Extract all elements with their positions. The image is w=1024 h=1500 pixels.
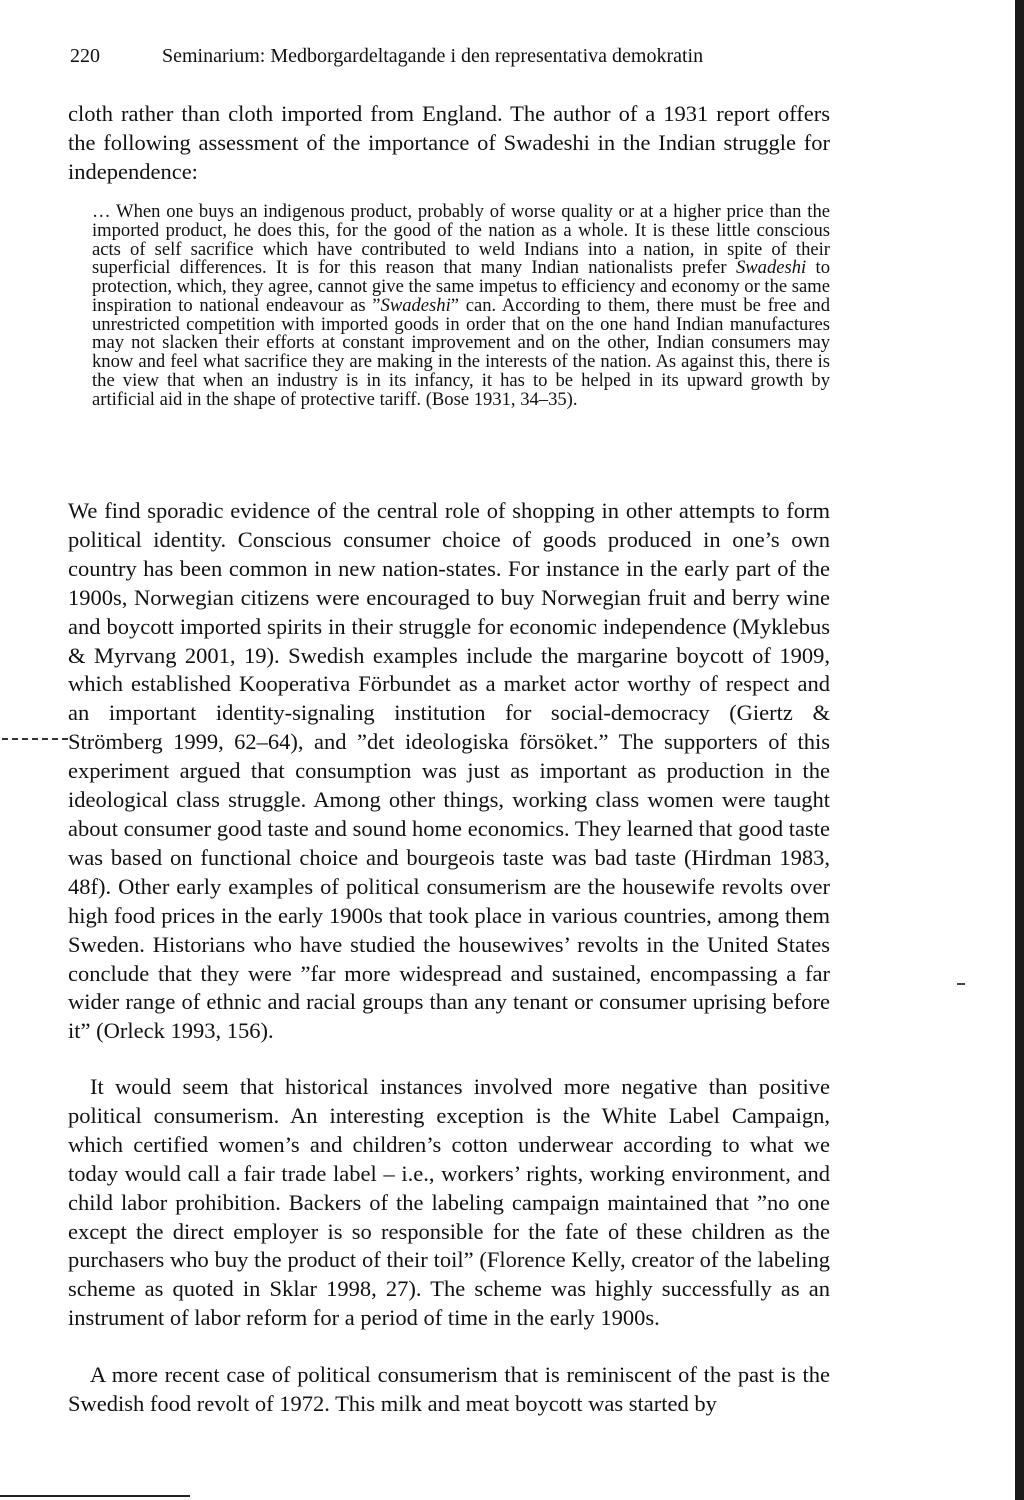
quote-term-swadeshi-2: Swadeshi [380, 294, 451, 316]
quote-text-part3: ” can. According to them, there must be free and unrestricted competition with imported goods in order that on the one hand Indian manufactures may not slacken their efforts at constant improvement and on the other, Indian consumers may know and feel what sacrifice they are making in the interests of the nation. As against this, there is the view that when an industry is in its infancy, it has to be helped in its upward growth by artificial aid in the shape of protective tariff. (Bose 1931, 34–35). [92, 294, 831, 410]
paragraph-text: We find sporadic evidence of the central role of shopping in other attempts to form political identity. Conscious consumer choice of goods produced in one’s own country has been common in new nation-states. For instance in the early part of the 1900s, Norwegian citizens were encouraged to buy Norwegian fruit and berry wine and boycott imported spirits in their struggle for economic independence (Myklebus & Myrvang 2001, 19). Swedish examples include the margarine boycott of 1909, which established Kooperativa Förbundet as a market actor worthy of respect and an important identity-signaling institution for social-democracy (Giertz & Strömberg 1999, 62–64), and ”det ideologiska försöket.” The supporters of this experiment argued that consumption was just as important as production in the ideological class struggle. Among other things, working class women were taught about consumer good taste and sound home economics. They learned that good taste was based on functional choice and bourgeois taste was bad taste (Hirdman 1983, 48f). Other early examples of political consumerism are the housewife revolts over high food prices in the early 1900s that took place in various countries, among them Sweden. Historians who have studied the housewives’ revolts in the United States conclude that they were ”far more widespread and sustained, encompassing a far wider range of ethnic and racial groups than any tenant or consumer uprising before it” (Orleck 1993, 156). [68, 498, 830, 1044]
paragraph-text: It would seem that historical instances involved more negative than positive political consumerism. An interesting exception is the White Label Campaign, which certified women’s and children’s cotton underwear according to what we today would call a fair trade label – i.e., workers’ rights, working environment, and child labor prohibition. Backers of the labeling campaign maintained that ”no one except the direct employer is so responsible for the fate of these children as the purchasers who buy the product of their toil” (Florence Kelly, creator of the labeling scheme as quoted in Sklar 1998, 27). The scheme was highly successfully as an instrument of labor reform for a period of time in the early 1900s. [68, 1074, 830, 1331]
paragraph-text: A more recent case of political consumerism that is reminiscent of the past is the Swedish food revolt of 1972. This milk and meat boycott was started by [68, 1362, 830, 1416]
margin-dash-marks [2, 726, 68, 740]
scan-edge-shadow [1015, 0, 1024, 1500]
quote-term-swadeshi: Swadeshi [735, 257, 807, 279]
running-header [70, 43, 950, 69]
paragraph-food-revolt [68, 1361, 830, 1419]
bottom-scan-rule [0, 1495, 190, 1497]
paragraph-white-label [68, 1073, 830, 1333]
page-number: 220 [70, 45, 100, 67]
block-quote [92, 203, 830, 409]
margin-tick-mark [957, 983, 965, 985]
paragraph-text: cloth rather than cloth imported from England. The author of a 1931 report offers the following assessment of the importance of Swadeshi in the Indian struggle for independence: [68, 101, 830, 184]
quote-text-part2: to protection, which, they agree, cannot give the same impetus to efficiency and economy or the same inspiration to national endeavour as ” [92, 257, 830, 316]
quote-text-part1: … When one buys an indigenous product, probably of worse quality or at a higher price than the imported product, he does this, for the good of the nation as a whole. It is these little conscious acts of self sacrifice which have contributed to weld Indians into a nation, in spite of their superficial differences. It is for this reason that many Indian nationalists prefer [92, 201, 830, 279]
paragraph-continuation [68, 100, 830, 187]
running-title: Seminarium: Medborgardeltagande i den representativa demokratin [162, 45, 704, 67]
paragraph-sporadic-evidence [68, 497, 830, 1046]
